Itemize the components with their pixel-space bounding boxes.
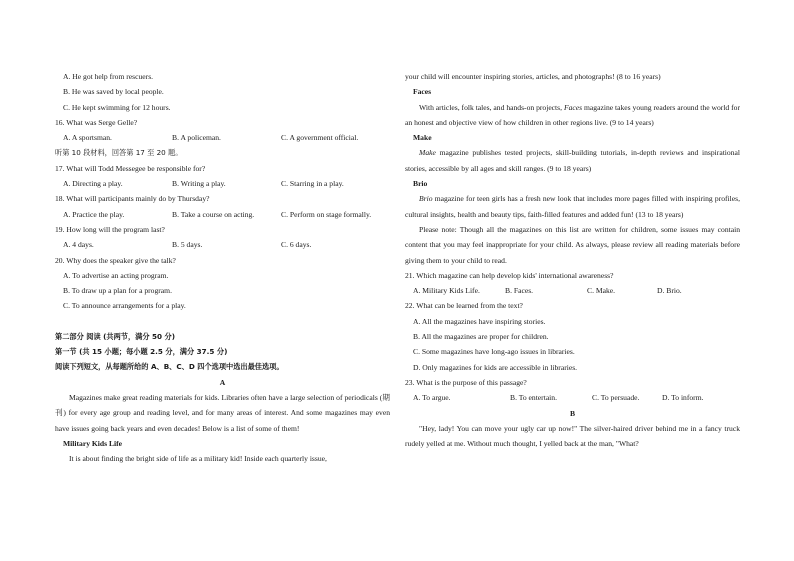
brio-text xyxy=(405,191,740,222)
left-column xyxy=(55,69,390,466)
q22-option-d: D. Only magazines for kids are accessible in libraries. xyxy=(413,362,578,372)
q15-option-a: A. He got help from rescuers. xyxy=(63,72,154,81)
q17-options xyxy=(55,176,390,191)
q16-option-a: A. A sportsman. xyxy=(63,133,112,143)
q19-option-a: A. 4 days. xyxy=(63,240,94,250)
military-kids-life-text: It is about finding the bright side of life as a military kid! Inside each quarterly issue, xyxy=(69,454,327,464)
q18-options xyxy=(55,207,390,222)
part2-title: 第二部分 阅读 (共两节，满分 50 分) xyxy=(55,331,176,341)
q21-stem: 21. Which magazine can help develop kids' international awareness? xyxy=(405,270,614,280)
brio-text-body: magazine for teen girls has a fresh new look that includes more pages filled with inspiring profiles, cultural insights, health and beauty tips, faith-filled features and added fun! (13 to 18 years) xyxy=(405,194,740,219)
brio-italic: Brio xyxy=(419,194,433,204)
q20-option-c: C. To announce arrangements for a play. xyxy=(63,301,186,311)
make-title: Make xyxy=(413,133,432,143)
q22-option-b: B. All the magazines are proper for children. xyxy=(413,332,549,342)
q19-options xyxy=(55,237,390,252)
q16-option-c: C. A government official. xyxy=(281,133,359,143)
military-kids-life-text-continued: your child will encounter inspiring stories, articles, and photographs! (8 to 16 years) xyxy=(405,72,661,81)
q18-option-a: A. Practice the play. xyxy=(63,209,125,219)
q20-option-a: A. To advertise an acting program. xyxy=(63,270,169,280)
q17-option-a: A. Directing a play. xyxy=(63,179,123,189)
right-column xyxy=(405,69,740,451)
q17-stem: 17. What will Todd Messegee be responsible for? xyxy=(55,163,206,173)
q21-option-a: A. Military Kids Life. xyxy=(413,286,480,296)
q21-option-d: D. Brio. xyxy=(657,286,682,296)
q17-option-c: C. Starring in a play. xyxy=(281,179,344,189)
passage-a-intro: Magazines make great reading materials for kids. Libraries often have a large selection of periodicals (期刊) for every age group and reading level, and for many areas of interest. And some magazines may even have issues going back years and even decades! Below is a list of some of them! xyxy=(55,392,390,433)
faces-italic: Faces xyxy=(563,102,583,112)
q22-option-a: A. All the magazines have inspiring stories. xyxy=(413,316,546,326)
section1-title: 第一节 (共 15 小题；每小题 2.5 分，满分 37.5 分) xyxy=(55,347,228,357)
q16-option-b: B. A policeman. xyxy=(172,133,221,143)
make-text-body: magazine publishes tested projects, skill-building tutorials, in-depth reviews and inspirational stories, accessible by all ages and skill ranges. (9 to 18 years) xyxy=(405,148,740,173)
q19-stem: 19. How long will the program last? xyxy=(55,224,165,234)
q23-stem: 23. What is the purpose of this passage? xyxy=(405,377,527,387)
q22-option-c: C. Some magazines have long-ago issues in libraries. xyxy=(413,347,575,357)
passage-b-label: B xyxy=(569,408,576,418)
spacer xyxy=(55,314,390,329)
q18-stem: 18. What will participants mainly do by Thursday? xyxy=(55,194,210,204)
q15-option-c: C. He kept swimming for 12 hours. xyxy=(63,102,171,112)
q23-option-a: A. To argue. xyxy=(413,393,451,403)
q16-options xyxy=(55,130,390,145)
brio-title: Brio xyxy=(413,179,428,189)
make-text xyxy=(405,145,740,176)
faces-text-after: magazine takes young readers around the world for an honest and objective view of how children in other regions live. (9 to 14 years) xyxy=(405,102,740,127)
q23-option-b: B. To entertain. xyxy=(510,393,557,403)
q23-options xyxy=(405,390,740,405)
q20-option-b: B. To draw up a plan for a program. xyxy=(63,286,172,296)
note-text: Please note: Though all the magazines on this list are written for children, some issues may contain content that you may feel inappropriate for your child. As always, please review all reading materials before giving them to your child to read. xyxy=(405,224,740,265)
listening-instruction: 听第 10 段材料，回答第 17 至 20 题。 xyxy=(55,148,183,158)
passage-a-label: A xyxy=(219,377,226,387)
faces-text-before: With articles, folk tales, and hands-on projects, xyxy=(419,102,564,112)
q23-option-d: D. To inform. xyxy=(662,393,704,403)
q15-option-b: B. He was saved by local people. xyxy=(63,87,164,97)
q19-option-b: B. 5 days. xyxy=(172,240,203,250)
q20-stem: 20. Why does the speaker give the talk? xyxy=(55,255,176,265)
make-italic: Make xyxy=(419,148,436,158)
faces-text xyxy=(405,100,740,131)
q21-option-b: B. Faces. xyxy=(505,286,534,296)
military-kids-life-title: Military Kids Life xyxy=(63,438,123,448)
faces-title: Faces xyxy=(413,87,432,97)
q16-stem: 16. What was Serge Gelle? xyxy=(55,117,138,127)
passage-b-text: "Hey, lady! You can move your ugly car up now!" The silver-haired driver behind me in a fancy truck rudely yelled at me. Without much thought, I yelled back at the man, "What? xyxy=(405,423,740,449)
q21-option-c: C. Make. xyxy=(587,286,616,296)
q23-option-c: C. To persuade. xyxy=(592,393,640,403)
q22-stem: 22. What can be learned from the text? xyxy=(405,301,523,311)
q21-options xyxy=(405,283,740,298)
q18-option-c: C. Perform on stage formally. xyxy=(281,209,372,219)
q17-option-b: B. Writing a play. xyxy=(172,179,226,189)
q18-option-b: B. Take a course on acting. xyxy=(172,209,255,219)
reading-instruction: 阅读下列短文，从每题所给的 A、B、C、D 四个选项中选出最佳选项。 xyxy=(55,362,284,372)
q19-option-c: C. 6 days. xyxy=(281,240,312,250)
